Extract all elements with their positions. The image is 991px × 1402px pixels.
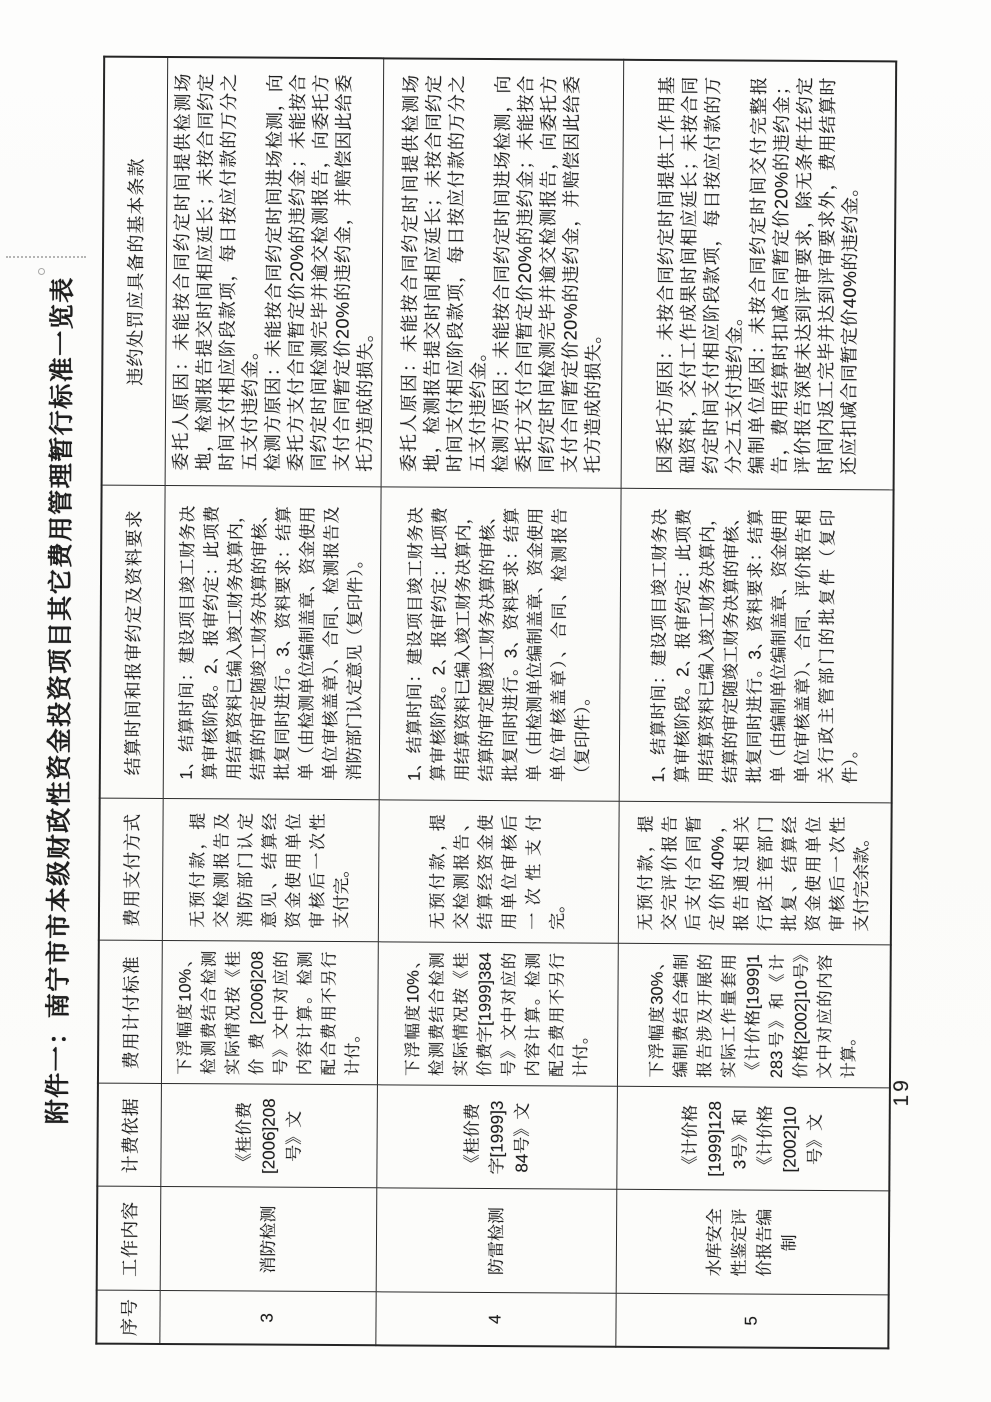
page-title: 附件一：南宁市市本级财政性资金投资项目其它费用管理暂行标准一览表 [43,276,77,1125]
table-row-4 [375,58,623,1346]
col-header-fee-standard: 费用计付标准 [98,941,162,1084]
table-row-3 [159,57,383,1345]
cell-payment: 无预付款，提交检测报告及消防部门认定意见、结算经资金使用单位审核后一次性支付完。 [162,799,379,942]
cell-standard: 下浮幅度10%、检测费结合检测实际情况按《桂价费[2006]208号》文中对应的内容计算。检测配合费用不另行计付。 [161,941,378,1085]
cell-work: 防雷检测 [376,1188,617,1293]
cell-work: 消防检测 [160,1187,377,1292]
cell-standard: 下浮幅度30%、编制费结合编制报告涉及开展的实际工作量套用《计价格[1999]1283号》和《计价格[2002]10号》文中对应的内容计算。 [617,944,891,1089]
cell-penalty: 委托人原因：未能按合同约定时间提供检测场地，检测报告提交时间相应延长；未按合同约定时间支付相应阶段款项，每日按应付款的万分之五支付违约金。 检测方原因：未能按合同约定时间进场检测，向委托方支付合同暂定价20%的违约金；未能按合同约定时间检测完毕并逾交检测报告，向委托方支付合同暂定价20%的违约金，并赔偿因此给委托方造成的损失。 [381,58,624,488]
col-header-settlement-requirements: 结算时间和报审约定及资料要求 [100,486,165,799]
cell-penalty: 委托人原因：未能按合同约定时间提供检测场地，检测报告提交时间相应延长；未按合同约定时间支付相应阶段款项，每日按应付款的万分之五支付违约金。 检测方原因：未能按合同约定时间进场检测，向委托方支付合同暂定价20%的违约金；未能按合同约定时间检测完毕并逾交检测报告，向委托方支付合同暂定价20%的违约金，并赔偿因此给委托方造成的损失。 [165,57,384,487]
cell-basis: 《桂价费字[1999]384号》文 [376,1085,617,1189]
scan-artifact-speck [38,268,45,275]
col-header-penalty-clauses: 违约处罚应具备的基本条款 [102,57,168,486]
page-number: 19 [889,1077,913,1107]
col-header-seq: 序号 [96,1291,159,1344]
cell-payment: 无预付款，提交检测报告、结算经资金使用单位审核后一次性支付完。 [378,800,619,943]
cell-basis: 《计价格[1999]1283号》和《计价格[2002]10号》文 [616,1087,890,1192]
cell-settlement: 1、结算时间：建设项目竣工财务决算审核阶段。2、报审约定：此项费用结算资料已编入竣工财务决算内，结算的审定随竣工财务决算的审核、批复同时进行。3、资料要求：结算单（由编制单位编制盖章、资金使用单位审核盖章）、合同、评价报告相关行政主管部门的批复件（复印件）。 [619,489,894,804]
col-header-fee-basis: 计费依据 [97,1084,161,1187]
cell-work: 水库安全性鉴定评价报告编制 [616,1190,890,1296]
cell-seq: 4 [375,1292,615,1346]
scan-artifact-dotted-line [6,256,86,258]
col-header-payment-method: 费用支付方式 [99,799,163,941]
table-row-5 [615,60,896,1349]
cell-penalty: 因委托方原因：未按合同约定时间提供工作用基础资料，交付工作成果时间相应延长；未按合同约定时间支付相应阶段款项，每日按应付款的万分之五支付违约金。 编制单位原因：未按合同约定时间交付完整报告，费用结算时扣减合同暂定价20%的违约金；评价报告深度未达到评审要求，除无条件在约定时间内返工完毕并达到评审要求外，费用结算时还应扣减合同暂定价40%的违约金。 [621,60,897,491]
col-header-work-content: 工作内容 [97,1187,161,1291]
cell-payment: 无预付款，提交完评价报告后支付合同暂定价的40%，报告通过相关行政主管部门批复、结算经资金使用单位审核后一次性支付完余款。 [618,802,892,946]
cell-standard: 下浮幅度10%、检测费结合检测实际情况按《桂价费字[1999]384号》文中对应的内容计算。检测配合费用不另行计付。 [377,942,618,1086]
fee-standards-table [95,56,897,1350]
table-header-row [96,57,167,1344]
cell-seq: 3 [159,1291,375,1345]
cell-settlement: 1、结算时间：建设项目竣工财务决算审核阶段。2、报审约定：此项费用结算资料已编入竣工财务决算内，结算的审定随竣工财务决算的审核、批复同时进行。3、资料要求：结算单（由检测单位编制盖章、资金使用单位审核盖章）、合同、检测报告及消防部门认定意见（复印件）。 [163,486,381,800]
cell-settlement: 1、结算时间：建设项目竣工财务决算审核阶段。2、报审约定：此项费用结算资料已编入竣工财务决算内，结算的审定随竣工财务决算的审核、批复同时进行。3、资料要求：结算单（由检测单位编制盖章、资金使用单位审核盖章）、合同、检测报告（复印件）。 [379,487,621,801]
cell-basis: 《桂价费[2006]208号》文 [160,1084,377,1188]
cell-seq: 5 [615,1294,888,1349]
